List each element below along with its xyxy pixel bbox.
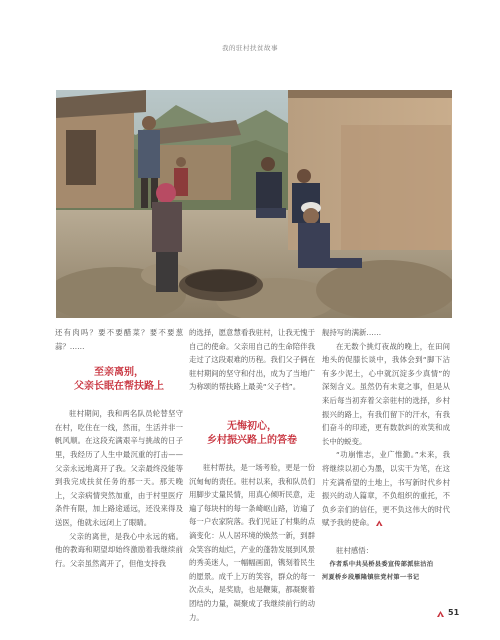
paragraph: 驻村帮扶，是一场考验，更是一份沉甸甸的责任。驻村以来，我和队员们用脚步丈量民情，用真心倾听民意，走遍了每块村的每一条崎岖山路，访遍了每一户农家院落。我们见证了村集的点滴变化：从人居环境的焕然一新，到群众笑容的灿烂，产业的蓬勃发展到风景的秀美迷人，一幅幅画面，镌刻着民生的愿景。成千上万的笑容，群众的每一次点头，是奖励，也是鞭策，都凝聚着团结的力量，凝聚成了我继续前行的动力。 [189,462,315,622]
page-mark-icon [437,611,444,617]
column-middle [189,326,315,624]
section-heading [189,420,315,448]
paragraph: 还有肉吗？要不要醋菜？要不要葱蒜？…… [55,328,183,351]
paragraph: 的选择，愿意慧看我驻村，让我无愧于自己的使命。父亲用自己的生命陪伴我走过了这段艰难的历程。我们父子俩在驻村期间的坚守和付出，成为了当地广为称颂的帮扶路上最美“父子档”。 [189,328,315,392]
section-heading-line: 乡村振兴路上的答卷 [207,434,297,446]
column-left [55,326,183,570]
author-note-line: 河夏桥乡段雁隆镇驻党村第一书记 [322,573,420,581]
signature-label: 驻村感悟： [336,545,374,555]
section-heading [55,366,183,394]
paragraph: 舰持写的满新…… [322,328,382,337]
paragraph: 驻村期间，我和两名队员轮替坚守在村，吃住在一线，然而，生活并非一帆风顺。在这段充满艰辛与挑战的日子里，我经历了人生中最沉重的打击——父亲永远地离开了我。父亲最终没能等到我完成扶贫任务的那一天。那天晚上，父亲病情突然加重，由于村里医疗条件有限，加上路途遥远，还没来得及送医，他就永远闭上了眼睛。 [55,409,183,527]
paragraph: 父亲的离世，是我心中永远的痛。他的教诲和期望却始终激励着我继续前行。父亲虽然离开了，但他支持我 [55,531,183,568]
end-mark-icon [376,520,383,526]
page-number: 51 [448,608,460,617]
running-header: 我的驻村扶贫故事 [222,44,278,52]
village-courtyard-photo [56,90,452,318]
paragraph: 在无数个挑灯夜战的晚上，在田间地头的促膝长谈中，我体会到“脚下沾有多少泥土，心中就沉淀多少真情”的深刻含义。虽然仍有未竟之事，但是从来后每当初弃着父亲驻村的选择，乡村振兴的路上，有我们留下的汗水，有我们奋斗的印迹，更有数款纠的欢笑和成长中的蜕变。 [322,341,450,446]
paragraph [322,448,450,530]
section-heading-line: 无悔初心， [227,420,277,432]
section-heading-line: 父亲长眠在帮扶路上 [74,381,164,393]
article-photo [56,90,452,318]
column-right [322,326,450,584]
author-note-line: 作者系中共吴桥县委宣传部派驻沽泊 [329,560,434,568]
paragraph-text: “功崩惟志，业广惟勤。”未来，我将继续以初心为墨，以实干为笔，在这片充满希望的土地上，书写新时代乡村振兴的动人篇章，不负组织的重托，不负乡亲们的信任，更不负这伟大的时代赋予我的使命。 [322,450,450,528]
section-heading-line: 至亲离别， [94,367,144,379]
